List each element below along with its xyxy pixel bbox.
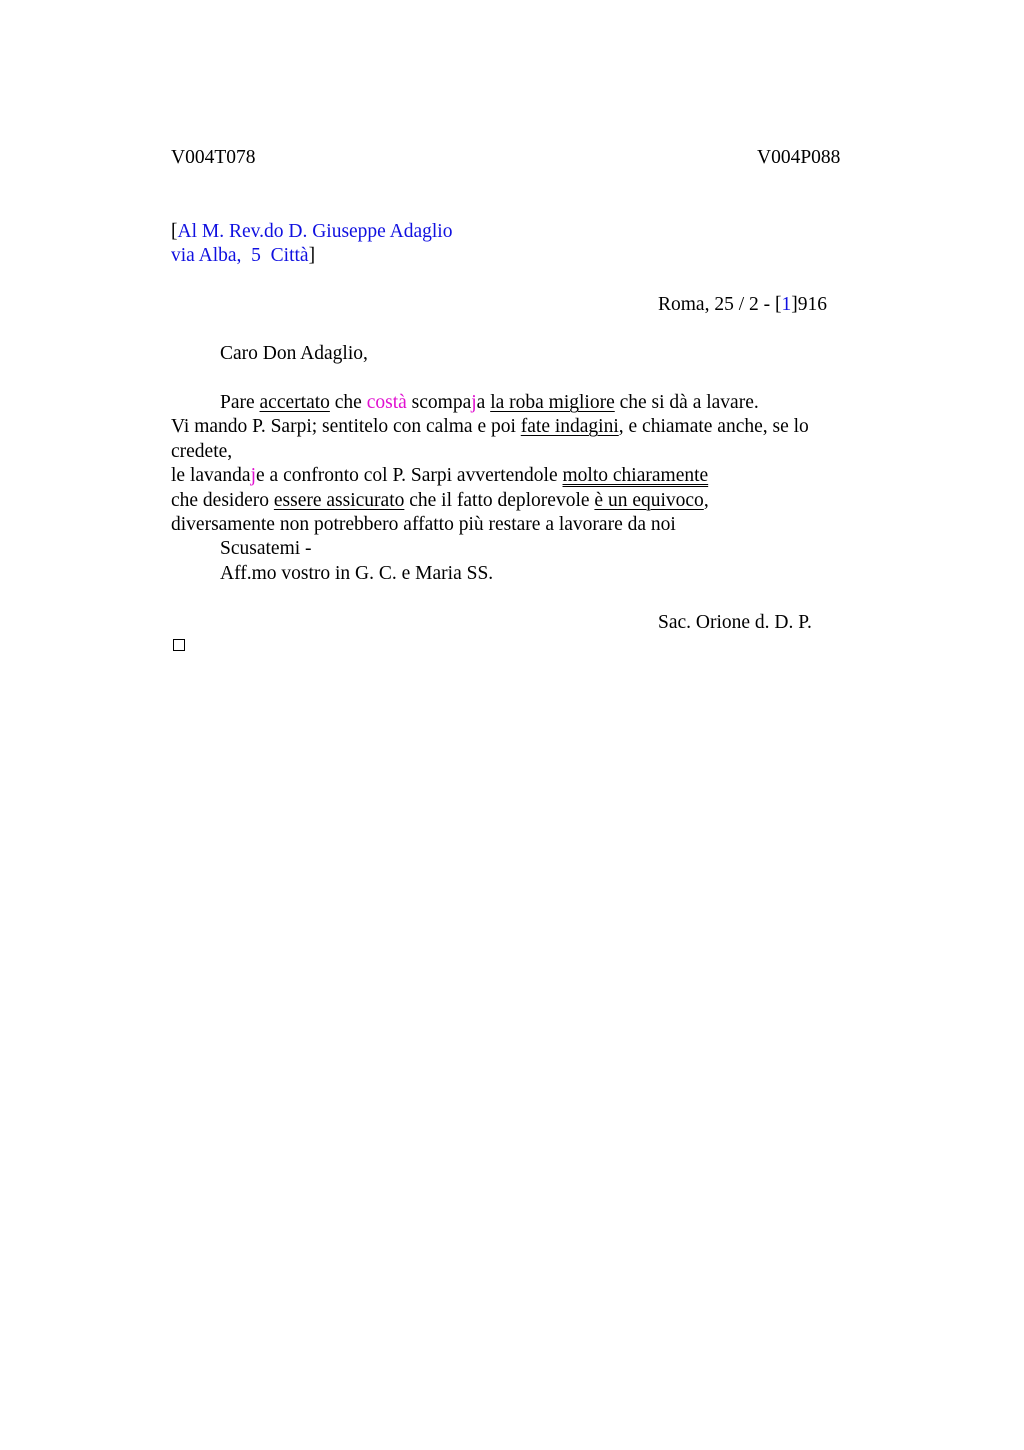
left-code: V004T078 <box>171 147 256 168</box>
address-line-2 <box>171 244 315 268</box>
body-line-7: Scusatemi - <box>220 538 312 559</box>
body-line-5: che desidero essere assicurato che il fatto deplorevole è un equivoco, <box>171 490 709 511</box>
body-line-2: Vi mando P. Sarpi; sentitelo con calma e poi fate indagini, e chiamate anche, se lo <box>171 416 809 437</box>
end-marker-box <box>173 639 185 651</box>
signature: Sac. Orione d. D. P. <box>658 612 812 633</box>
salutation: Caro Don Adaglio, <box>220 343 368 364</box>
restored-digit: 1 <box>781 294 792 315</box>
address-open-bracket: [ <box>171 221 178 242</box>
closing: Aff.mo vostro in G. C. e Maria SS. <box>220 563 494 584</box>
address-street: via Alba, 5 Città <box>171 245 309 266</box>
address-line-1 <box>171 220 452 244</box>
address-close-bracket: ] <box>308 245 316 266</box>
body-line-3: credete, <box>171 441 233 462</box>
body-line-1: Pare accertato che costà scompaja la roba migliore che si dà a lavare. <box>220 392 759 413</box>
dateline: Roma, 25 / 2 - [1]916 <box>658 294 827 315</box>
right-code: V004P088 <box>757 147 841 168</box>
address-recipient: Al M. Rev.do D. Giuseppe Adaglio <box>177 221 453 242</box>
body-line-6: diversamente non potrebbero affatto più restare a lavorare da noi <box>171 514 676 535</box>
body-line-4: le lavandaje a confronto col P. Sarpi avvertendole molto chiaramente <box>171 465 709 486</box>
